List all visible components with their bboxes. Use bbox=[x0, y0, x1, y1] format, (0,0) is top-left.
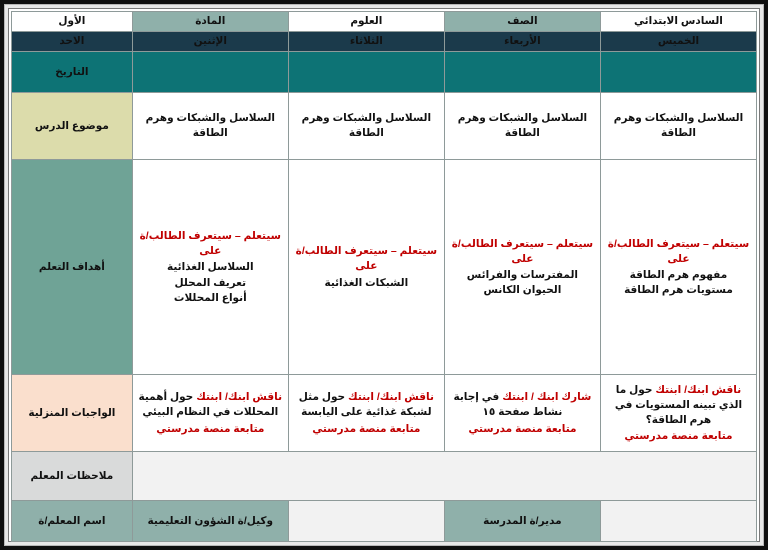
homework-body: حول مثل لشبكة غذائية على اليابسة bbox=[298, 391, 432, 419]
table-row-days bbox=[12, 32, 757, 52]
goals-cell-2 bbox=[288, 160, 444, 375]
homework-body: حول ما الذي تبينه المستويات في هرم الطاقة؟ bbox=[614, 383, 743, 426]
date-cell-1[interactable] bbox=[132, 52, 288, 93]
day-cell-thursday: الخميس bbox=[600, 32, 756, 52]
goals-point: الشبكات الغذائية bbox=[324, 276, 409, 289]
topic-cell-3: السلاسل والشبكات وهرم الطاقة bbox=[444, 93, 600, 160]
supervisor-label: وكيل/ة الشؤون التعليمية bbox=[132, 501, 288, 542]
goals-point: السلاسل الغذائية bbox=[167, 261, 254, 274]
table-row-info bbox=[12, 12, 757, 32]
homework-prompt: شارك ابنك / ابنتك bbox=[502, 391, 592, 404]
table-row-notes bbox=[12, 452, 757, 501]
date-cell-4[interactable] bbox=[600, 52, 756, 93]
day-cell-tuesday: الثلاثاء bbox=[288, 32, 444, 52]
homework-follow-up: متابعة منصة مدرستي bbox=[624, 430, 733, 443]
teacher-notes-value[interactable] bbox=[132, 452, 756, 501]
homework-cell-4 bbox=[600, 375, 756, 452]
homework-follow-up: متابعة منصة مدرستي bbox=[312, 422, 421, 435]
goals-cell-3 bbox=[444, 160, 600, 375]
homework-cell-2 bbox=[288, 375, 444, 452]
date-row-label: التاريخ bbox=[12, 52, 133, 93]
homework-prompt: ناقش ابنك/ ابنتك bbox=[655, 383, 742, 396]
homework-cell-1 bbox=[132, 375, 288, 452]
grade-value: السادس الابتدائي bbox=[600, 12, 756, 32]
day-cell-monday: الإثنين bbox=[132, 32, 288, 52]
supervisor-signature-field[interactable] bbox=[288, 501, 444, 542]
table-row-date bbox=[12, 52, 757, 93]
goals-point: الحيوان الكانس bbox=[483, 284, 562, 297]
goals-row-label: أهداف التعلم bbox=[12, 160, 133, 375]
homework-follow-up: متابعة منصة مدرستي bbox=[468, 422, 577, 435]
goals-lead-3: سيتعلم – سيتعرف الطالب/ة على bbox=[451, 237, 594, 265]
goals-point: تعريف المحلل bbox=[174, 276, 247, 289]
table-row-homework bbox=[12, 375, 757, 452]
homework-body: حول أهمية المحللات في النظام البيئي bbox=[138, 391, 279, 419]
goals-lead-2: سيتعلم – سيتعرف الطالب/ة على bbox=[295, 245, 438, 273]
subject-value: العلوم bbox=[288, 12, 444, 32]
day-cell-wednesday: الأربعاء bbox=[444, 32, 600, 52]
topic-cell-1: السلاسل والشبكات وهرم الطاقة bbox=[132, 93, 288, 160]
teacher-name-label: اسم المعلم/ة bbox=[12, 501, 133, 542]
goals-point: مستويات هرم الطاقة bbox=[624, 284, 733, 297]
goals-lead-1: سيتعلم – سيتعرف الطالب/ة على bbox=[139, 229, 281, 258]
date-cell-3[interactable] bbox=[444, 52, 600, 93]
goals-lead-4: سيتعلم – سيتعرف الطالب/ة على bbox=[607, 237, 750, 265]
table-row-signatures bbox=[12, 501, 757, 542]
goals-point: مفهوم هرم الطاقة bbox=[629, 268, 728, 281]
subject-label: المادة bbox=[132, 12, 288, 32]
document-frame-middle bbox=[4, 4, 764, 546]
table-row-goals bbox=[12, 160, 757, 375]
topic-cell-2: السلاسل والشبكات وهرم الطاقة bbox=[288, 93, 444, 160]
goals-point: أنواع المحللات bbox=[173, 291, 247, 304]
principal-signature-field[interactable] bbox=[600, 501, 756, 542]
date-cell-2[interactable] bbox=[288, 52, 444, 93]
goals-cell-4 bbox=[600, 160, 756, 375]
homework-follow-up: متابعة منصة مدرستي bbox=[156, 422, 265, 435]
homework-prompt: ناقش ابنك/ ابنتك bbox=[196, 391, 283, 404]
teacher-notes-label: ملاحظات المعلم bbox=[12, 452, 133, 501]
document-frame-inner bbox=[8, 8, 760, 542]
topic-row-label: موضوع الدرس bbox=[12, 93, 133, 160]
topic-cell-4: السلاسل والشبكات وهرم الطاقة bbox=[600, 93, 756, 160]
homework-row-label: الواجبات المنزلية bbox=[12, 375, 133, 452]
goals-point: المفترسات والفرائس bbox=[466, 268, 579, 281]
week-value: الأول bbox=[12, 12, 133, 32]
goals-cell-1 bbox=[132, 160, 288, 375]
homework-cell-3 bbox=[444, 375, 600, 452]
principal-label: مدير/ة المدرسة bbox=[444, 501, 600, 542]
homework-prompt: ناقش ابنك/ ابنتك bbox=[348, 391, 434, 404]
day-cell-sunday: الاحد bbox=[12, 32, 133, 52]
homework-body: في إجابة نشاط صفحة ١٥ bbox=[453, 391, 563, 419]
grade-label: الصف bbox=[444, 12, 600, 32]
weekly-lesson-plan-table bbox=[11, 11, 757, 542]
table-row-topic bbox=[12, 93, 757, 160]
